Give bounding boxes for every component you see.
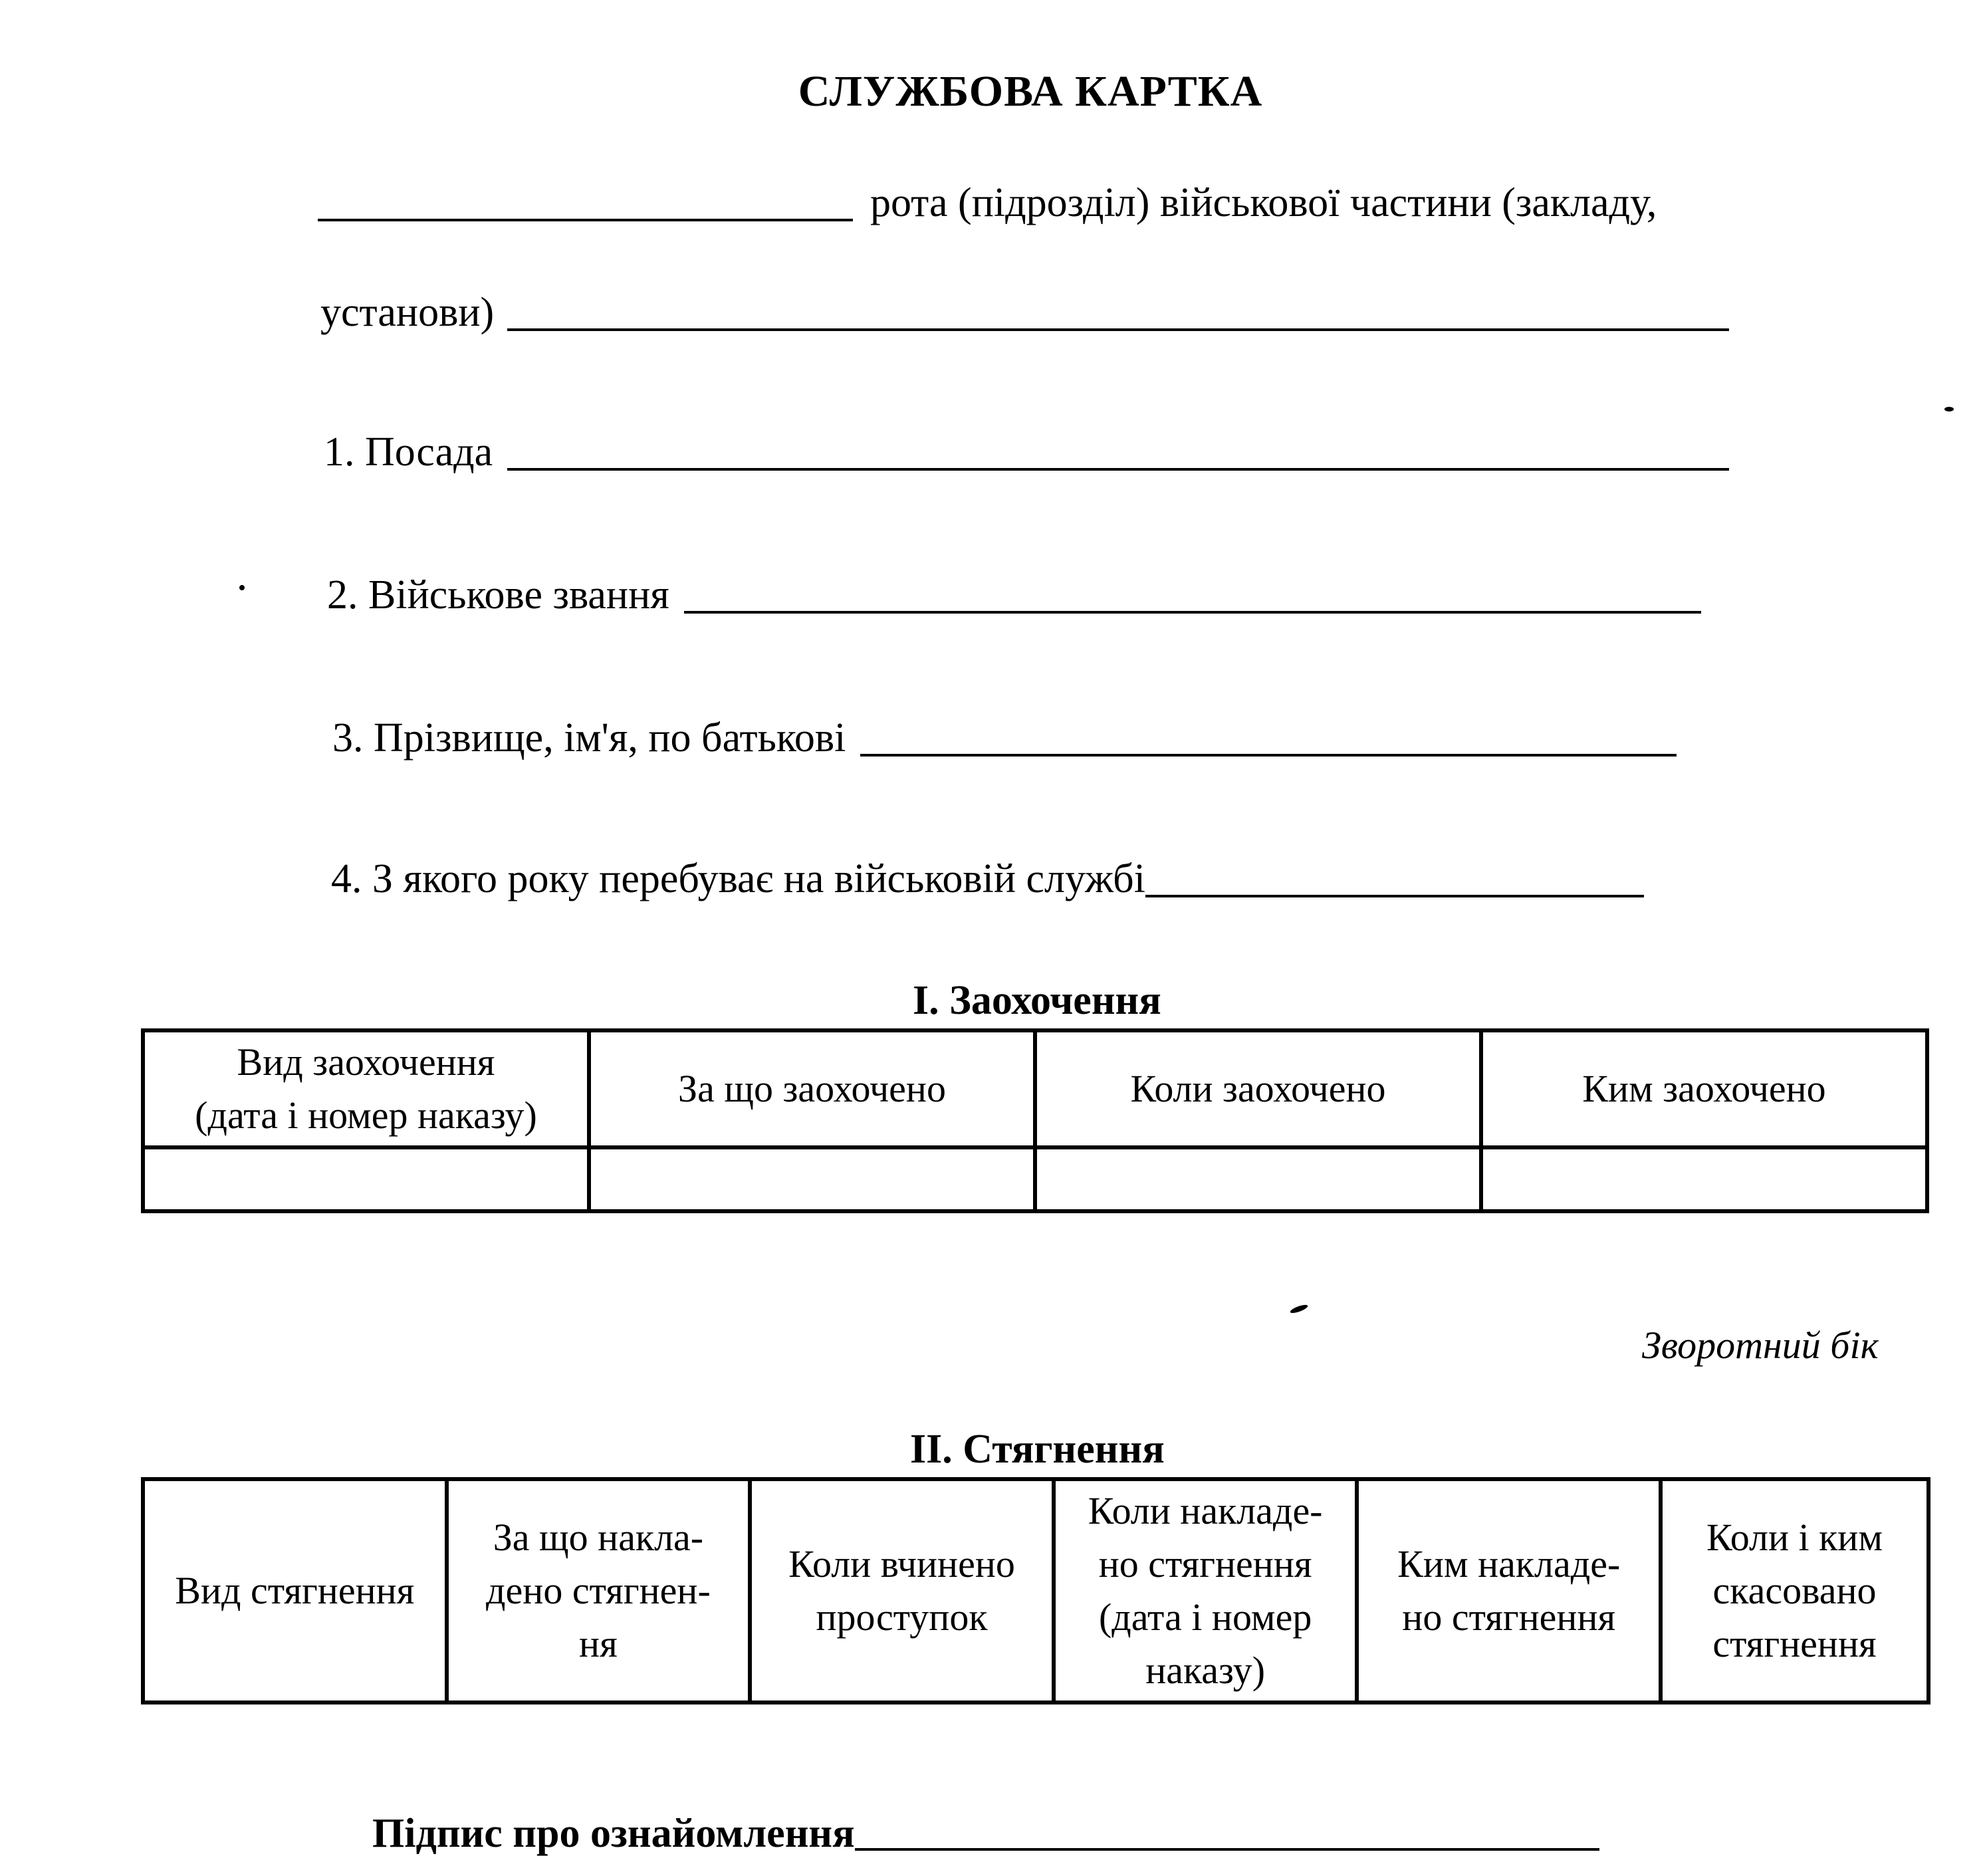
field-rank-label: 2. Військове звання	[327, 572, 669, 618]
field-service-year-blank[interactable]	[1145, 855, 1644, 897]
incentives-cell-by-whom[interactable]	[1481, 1147, 1927, 1211]
incentives-header-row	[143, 1030, 1927, 1147]
header-line-2-text: установи)	[320, 290, 495, 335]
header-line-1-text: рота (підрозділ) військової частини (закладу,	[870, 180, 1657, 225]
document-title: СЛУЖБОВА КАРТКА	[798, 67, 1263, 116]
penalties-col-offense-date: Коли вчинено проступок	[750, 1479, 1054, 1702]
incentives-col-type: Вид заохочення (дата і номер наказу)	[143, 1030, 589, 1147]
institution-blank[interactable]	[507, 289, 1729, 331]
signature-label: Підпис про ознайомлення	[372, 1811, 855, 1856]
signature-row	[372, 1810, 1599, 1857]
signature-blank[interactable]	[855, 1810, 1599, 1851]
table-row	[143, 1147, 1927, 1211]
scan-mark-stroke	[1289, 1303, 1308, 1314]
incentives-table	[141, 1028, 1929, 1213]
field-position-blank[interactable]	[507, 428, 1729, 471]
penalties-header-row	[143, 1479, 1928, 1702]
penalties-col-cancelled: Коли і ким скасовано стягнення	[1661, 1479, 1928, 1702]
field-rank-blank[interactable]	[684, 571, 1701, 614]
header-line-2	[320, 286, 1729, 339]
incentives-cell-type[interactable]	[143, 1147, 589, 1211]
incentives-cell-reason[interactable]	[589, 1147, 1035, 1211]
field-full-name-label: 3. Прізвище, ім'я, по батькові	[332, 715, 846, 761]
field-full-name-blank[interactable]	[860, 714, 1677, 757]
penalties-col-reason: За що накла- дено стягнен- ня	[447, 1479, 751, 1702]
unit-blank[interactable]	[318, 179, 853, 221]
section-incentives-title: I. Заохочення	[913, 978, 1161, 1023]
header-line-1	[318, 176, 1657, 229]
incentives-col-when: Коли заохочено	[1035, 1030, 1481, 1147]
reverse-side-note: Зворотний бік	[1642, 1324, 1879, 1367]
incentives-col-reason: За що заохочено	[589, 1030, 1035, 1147]
penalties-col-imposed-date: Коли накладе- но стягнення (дата і номер наказу)	[1054, 1479, 1357, 1702]
field-position-label: 1. Посада	[324, 429, 493, 475]
section-penalties-title: II. Стягнення	[910, 1427, 1165, 1472]
scan-mark-dash	[1944, 407, 1954, 411]
field-service-year-label: 4. З якого року перебуває на військовій службі	[331, 856, 1145, 901]
field-full-name	[332, 711, 1677, 764]
field-position	[324, 425, 1729, 479]
penalties-table	[141, 1477, 1930, 1704]
field-rank	[327, 568, 1701, 622]
scan-mark-dot	[239, 585, 245, 590]
penalties-col-type: Вид стягнення	[143, 1479, 447, 1702]
incentives-cell-when[interactable]	[1035, 1147, 1481, 1211]
field-service-year	[331, 852, 1644, 905]
penalties-col-imposed-by: Ким накладе- но стягнення	[1357, 1479, 1661, 1702]
incentives-col-by-whom: Ким заохочено	[1481, 1030, 1927, 1147]
